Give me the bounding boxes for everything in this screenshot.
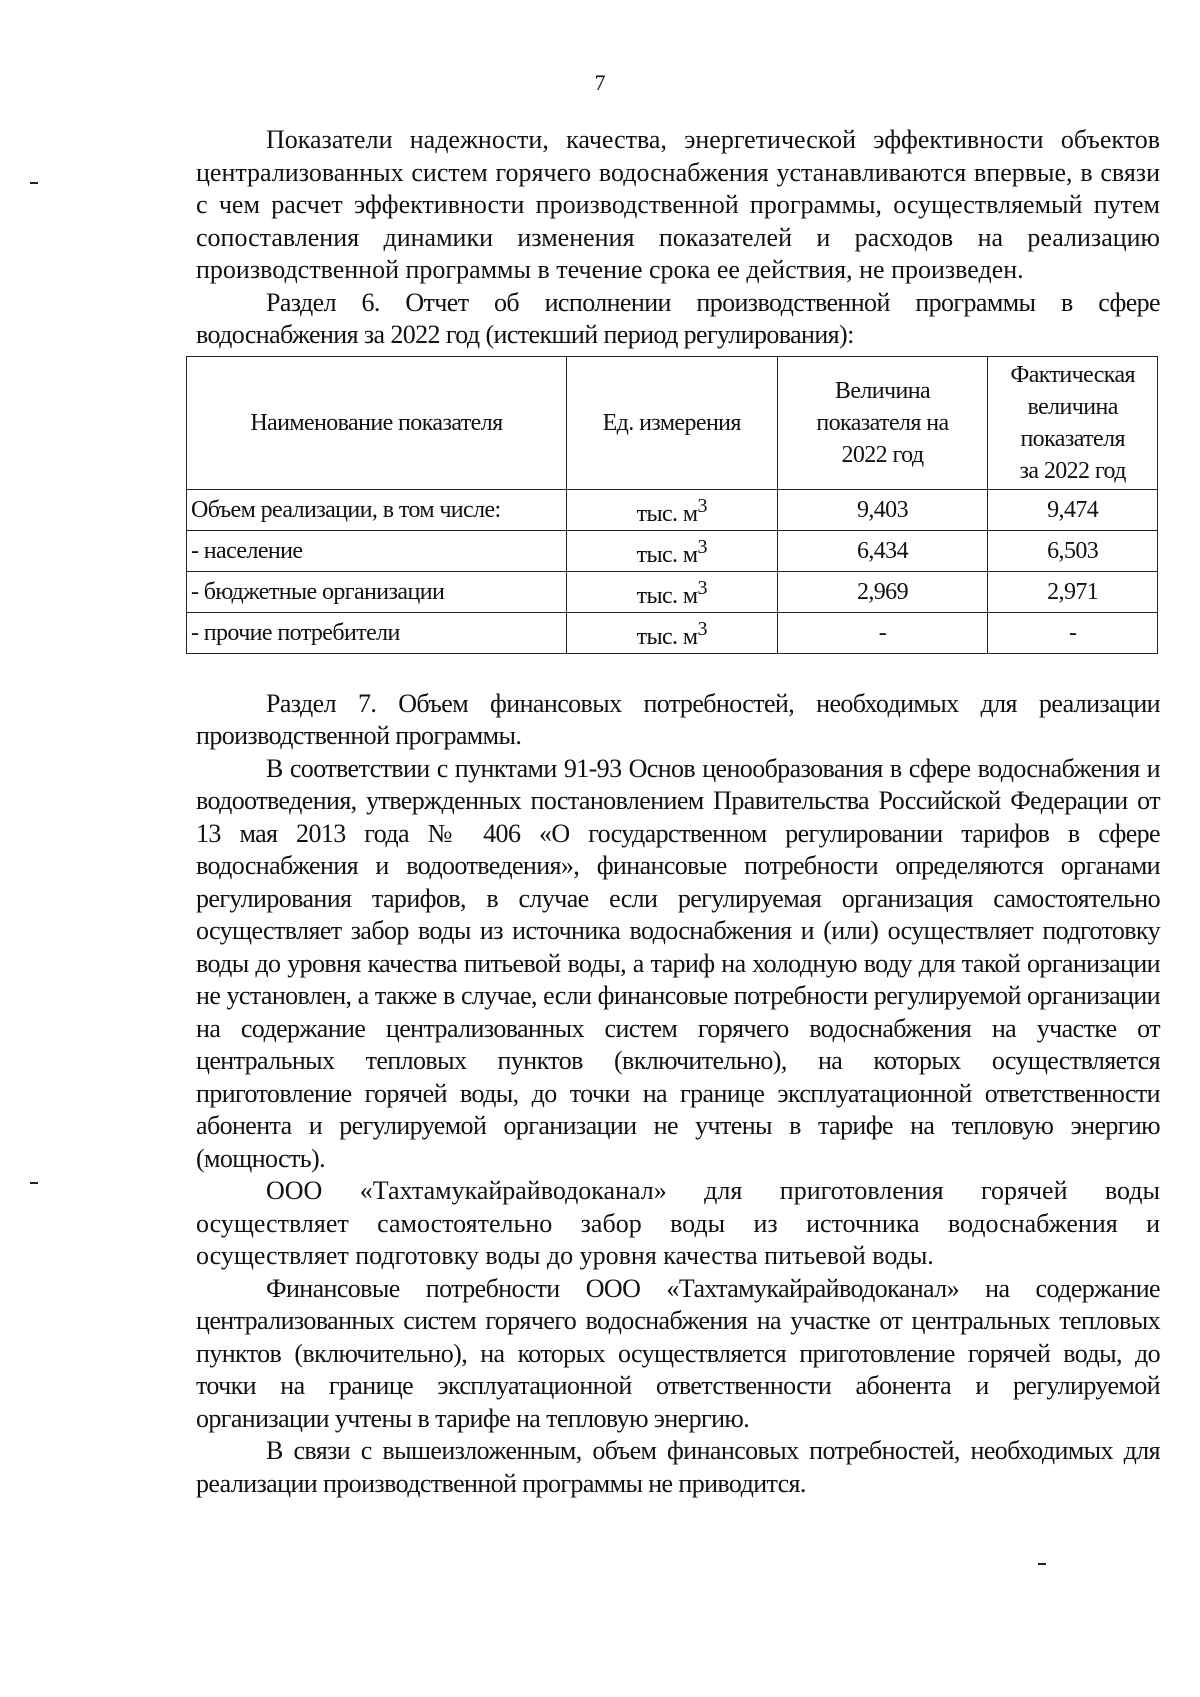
table-header-row — [187, 356, 1158, 489]
document-body — [191, 124, 1160, 1500]
paragraph: ООО «Тахтамукайрайводоканал» для приготовления горячей воды осуществляет самостоятельно забор воды из источника водоснабжения и осуществляет подготовку воды до уровня качества питьевой воды. — [196, 1176, 1160, 1270]
unit-text: тыс. м — [636, 541, 698, 568]
unit-superscript: 3 — [697, 494, 707, 517]
table-row — [187, 571, 1158, 612]
row-name: - прочие потребители — [187, 612, 567, 653]
header-planned: Величина показателя на 2022 год — [777, 356, 988, 489]
row-actual-value: 6,503 — [988, 530, 1158, 571]
page-number: 7 — [594, 70, 606, 95]
row-planned-value: 9,403 — [777, 489, 988, 530]
report-table — [186, 356, 1158, 654]
row-actual-value: 9,474 — [988, 489, 1158, 530]
row-actual-value: 2,971 — [988, 571, 1158, 612]
paragraph: В связи с вышеизложенным, объем финансовых потребностей, необходимых для реализации производственной программы не приводится. — [196, 1436, 1160, 1498]
unit-superscript: 3 — [697, 576, 707, 599]
unit-superscript: 3 — [697, 535, 707, 558]
section-7-heading: Раздел 7. Объем финансовых потребностей, необходимых для реализации производственной программы. — [196, 688, 1160, 750]
table-row — [187, 489, 1158, 530]
paragraph: В соответствии с пунктами 91-93 Основ ценообразования в сфере водоснабжения и водоотведения, утвержденных постановлением Правительства Российской Федерации от 13 мая 2013 года № 406 «О государственном регулировании тарифов в сфере водоснабжения и водоотведения», финансовые потребности определяются органами регулирования тарифов, в случае если регулируемая организация самостоятельно осуществляет забор воды из источника водоснабжения и (или) осуществляет подготовку воды до уровня качества питьевой воды, а тариф на холодную воду для такой организации не установлен, а также в случае, если финансовые потребности регулируемой организации на содержание централизованных систем горячего водоснабжения на участке от центральных тепловых пунктов (включительно), на которых осуществляется приготовление горячей воды, до точки на границе эксплуатационной ответственности абонента и регулируемой организации не учтены в тарифе на тепловую энергию (мощность). — [196, 753, 1160, 1173]
row-planned-value: 2,969 — [777, 571, 988, 612]
header-unit: Ед. измерения — [566, 356, 777, 489]
paragraph: Финансовые потребности ООО «Тахтамукайрайводоканал» на содержание централизованных систем горячего водоснабжения на участке от центральных тепловых пунктов (включительно), на которых осуществляется приготовление горячей воды, до точки на границе эксплуатационной ответственности абонента и регулируемой организации учтены в тарифе на тепловую энергию. — [196, 1273, 1160, 1433]
row-name: - бюджетные организации — [187, 571, 567, 612]
unit-superscript: 3 — [697, 617, 707, 640]
unit-text: тыс. м — [636, 623, 698, 650]
row-name: - население — [187, 530, 567, 571]
unit-text: тыс. м — [636, 582, 698, 609]
paragraph: Показатели надежности, качества, энергетической эффективности объектов централизованных систем горячего водоснабжения устанавливаются впервые, в связи с чем расчет эффективности производственной программы, осуществляемый путем сопоставления динамики изменения показателей и расходов на реализацию производственной программы в течение срока ее действия, не произведен. — [196, 125, 1160, 284]
section-6-heading: Раздел 6. Отчет об исполнении производственной программы в сфере водоснабжения за 2022 год (истекший период регулирования): — [196, 287, 1160, 349]
scan-mark — [30, 182, 38, 184]
table-row — [187, 530, 1158, 571]
row-unit — [566, 612, 777, 653]
row-actual-value: - — [988, 612, 1158, 653]
row-planned-value: - — [777, 612, 988, 653]
scan-mark — [30, 1182, 38, 1184]
row-unit — [566, 530, 777, 571]
row-unit — [566, 489, 777, 530]
spacer — [196, 654, 1160, 688]
scan-mark — [1038, 1563, 1046, 1565]
unit-text: тыс. м — [636, 500, 698, 527]
table-row — [187, 612, 1158, 653]
row-name: Объем реализации, в том числе: — [187, 489, 567, 530]
header-actual: Фактическая величина показателя за 2022 год — [988, 356, 1158, 489]
header-indicator-name: Наименование показателя — [187, 356, 567, 489]
row-unit — [566, 571, 777, 612]
row-planned-value: 6,434 — [777, 530, 988, 571]
